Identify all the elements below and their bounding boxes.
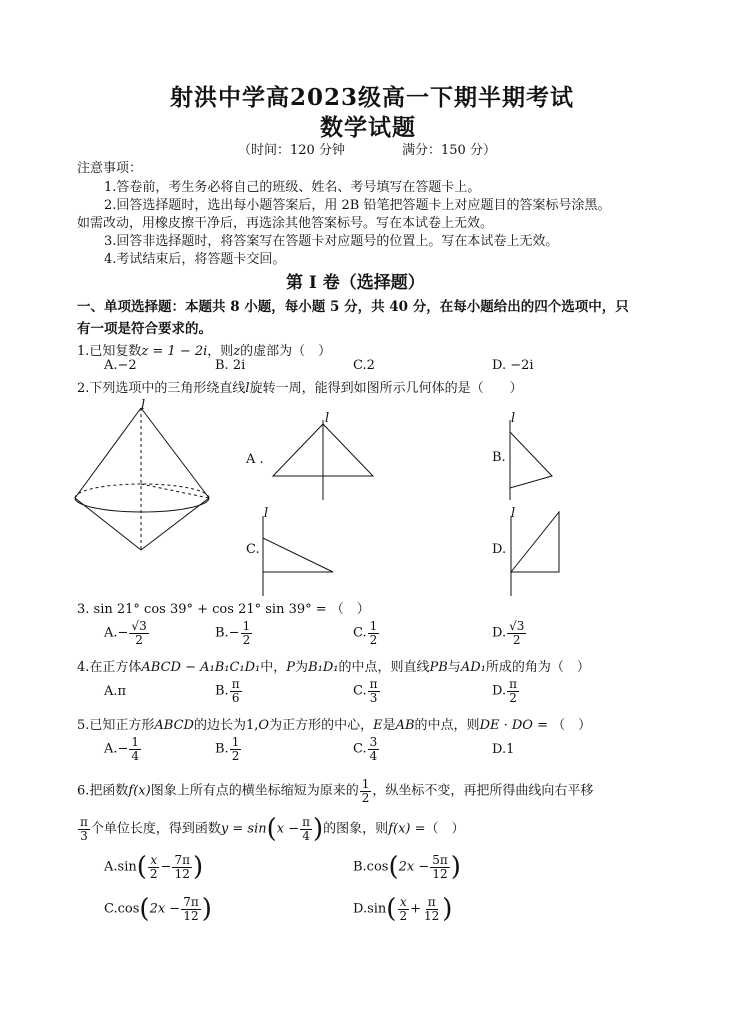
q4-seg: B₁D₁ bbox=[308, 660, 339, 675]
q6-c-x: 2x − bbox=[149, 901, 181, 917]
question-3-stem: 3. sin 21° cos 39° + cos 21° sin 39° = （ ） bbox=[77, 602, 370, 617]
question-6-stem-line2: $\frac{\pi}{3}$ 个单位长度，得到函数y = sin(x − $\frac{\pi}{4}$ )的图象，则f(x) =（ ） bbox=[80, 814, 465, 844]
q6-a-num: 7π bbox=[174, 852, 190, 867]
q1-option-d: D. −2i bbox=[492, 358, 534, 373]
q6-d-num: π bbox=[427, 894, 436, 909]
q5-text-3: 是 bbox=[382, 718, 396, 733]
q5-e: E bbox=[373, 718, 383, 733]
q6-half-den: 2 bbox=[361, 790, 370, 805]
cone-line-label: l bbox=[141, 398, 146, 413]
q6-d-den: 12 bbox=[424, 908, 440, 923]
exam-time: （时间：120 分钟 bbox=[238, 143, 345, 158]
q6-half-num: 1 bbox=[361, 777, 370, 791]
q4-b-prefix: B. bbox=[215, 683, 229, 699]
q6-shift-den: 3 bbox=[80, 828, 88, 843]
q2-d-line-label: l bbox=[511, 506, 516, 521]
notice-item-3: 3.回答非选择题时，将答案写在答题卡对应题号的位置上。写在本试卷上无效。 bbox=[104, 234, 559, 249]
exam-subject: 数学试题 bbox=[320, 114, 416, 141]
q5-text-2: 为正方形的中心， bbox=[269, 718, 374, 733]
q1-option-c: C.2 bbox=[353, 358, 375, 373]
q3-option-d bbox=[492, 620, 527, 646]
q4-c-den: 3 bbox=[369, 690, 378, 705]
q5-dot: DE · DO bbox=[479, 718, 533, 733]
question-4-stem bbox=[77, 656, 590, 675]
q6-text-post: ，纵坐标不变，再把所得曲线向右平移 bbox=[372, 783, 594, 799]
q2-a-line-label: l bbox=[325, 411, 330, 426]
q6-a-op: − bbox=[160, 859, 172, 875]
q5-c-num: 3 bbox=[369, 735, 378, 749]
q5-len: 1, bbox=[245, 718, 259, 733]
q3-c-prefix: C. bbox=[353, 625, 367, 641]
q6-x-term: x − bbox=[276, 821, 300, 837]
q4-text: 4.在正方体 bbox=[77, 660, 142, 675]
part-instructions-cont: 有一项是符合要求的。 bbox=[77, 321, 212, 337]
question-1-stem bbox=[77, 340, 331, 359]
q6-b-den: 12 bbox=[432, 866, 448, 881]
q5-c-prefix: C. bbox=[353, 741, 367, 757]
notice-item-2-cont: 如需改动，用橡皮擦干净后，再选涂其他答案标号。写在本试卷上无效。 bbox=[77, 216, 494, 231]
question-5-stem bbox=[77, 714, 591, 733]
q3-b-prefix: B.− bbox=[215, 625, 240, 641]
q6-c-den: 12 bbox=[183, 908, 199, 923]
q3-d-num: √3 bbox=[509, 619, 525, 633]
q6-pi-den: 4 bbox=[302, 828, 310, 843]
q4-b-num: π bbox=[231, 677, 240, 691]
q2-option-a-triangle bbox=[268, 412, 378, 502]
q5-text-1: 的边长为 bbox=[193, 718, 246, 733]
q6-c-prefix: C.cos bbox=[104, 901, 140, 917]
q5-option-c bbox=[353, 736, 380, 762]
q6-option-a: A.sin( $\frac{x}{2}$ − $\frac{7\pi}{12}$ ) bbox=[104, 852, 204, 882]
q1-text-mid: ，则 bbox=[207, 344, 234, 359]
q2-option-d-label: D. bbox=[492, 542, 507, 557]
q6-line2-post: 的图象，则 bbox=[323, 821, 389, 837]
q6-c-num: 7π bbox=[183, 894, 199, 909]
q6-d-x: x bbox=[399, 894, 407, 909]
q2-text: 2.下列选项中的三角形绕直线 bbox=[77, 381, 246, 396]
q4-c-prefix: C. bbox=[353, 683, 367, 699]
q4-cube: ABCD − A₁B₁C₁D₁ bbox=[141, 660, 261, 675]
q4-pb: PB bbox=[429, 660, 448, 675]
exam-title: 射洪中学高2023级高一下期半期考试 bbox=[170, 84, 575, 111]
exam-score: 满分：150 分） bbox=[402, 143, 496, 158]
q2-option-b-label: B. bbox=[492, 450, 506, 465]
q4-text-2: 为 bbox=[295, 660, 309, 675]
q3-c-den: 2 bbox=[369, 632, 378, 647]
q3-c-num: 1 bbox=[369, 619, 378, 633]
q2-option-c-triangle bbox=[255, 508, 345, 598]
q5-option-a bbox=[104, 736, 142, 762]
q5-text-4: 的中点，则 bbox=[414, 718, 480, 733]
q3-b-num: 1 bbox=[242, 619, 251, 633]
q5-a-den: 4 bbox=[131, 748, 140, 763]
q1-expr: z = 1 − 2i bbox=[141, 344, 208, 359]
q6-b-prefix: B.cos bbox=[353, 859, 389, 875]
q6-b-x: 2x − bbox=[398, 859, 430, 875]
q6-d-op: + bbox=[410, 901, 421, 917]
notice-item-2: 2.回答选择题时，选出每小题答案后，用 2B 铅笔把答题卡上对应题目的答案标号涂黑。 bbox=[104, 198, 611, 213]
q5-o: O bbox=[258, 718, 270, 733]
q5-option-b bbox=[215, 736, 242, 762]
q4-c-num: π bbox=[369, 677, 378, 691]
q6-pi-num: π bbox=[302, 814, 311, 829]
q3-d-den: 2 bbox=[512, 632, 521, 647]
q6-line2-end: （ ） bbox=[425, 821, 465, 837]
q5-b-num: 1 bbox=[231, 735, 240, 749]
q3-option-b bbox=[215, 620, 253, 646]
q3-a-num: √3 bbox=[131, 619, 147, 633]
notice-item-4: 4.考试结束后，将答题卡交回。 bbox=[104, 252, 286, 267]
q1-option-a: A.−2 bbox=[104, 358, 137, 373]
q6-line2-text: 个单位长度，得到函数 bbox=[90, 821, 221, 837]
q3-option-c bbox=[353, 620, 380, 646]
q6-a-x: x bbox=[150, 852, 158, 867]
q2-option-a-label: A . bbox=[246, 452, 264, 467]
q4-option-c bbox=[353, 678, 381, 704]
q5-text-post: = （ ） bbox=[532, 718, 592, 733]
q3-d-prefix: D. bbox=[492, 625, 507, 641]
q4-b-den: 6 bbox=[231, 690, 240, 705]
section-title: 第 I 卷（选择题） bbox=[286, 273, 425, 293]
q2-option-d-triangle bbox=[503, 508, 573, 598]
q6-option-d: D.sin( $\frac{x}{2}$ + $\frac{\pi}{12}$ ) bbox=[353, 894, 453, 924]
q2-b-line-label: l bbox=[511, 411, 516, 426]
question-2-stem bbox=[77, 377, 523, 396]
q3-a-prefix: A.− bbox=[104, 625, 129, 641]
q5-square: ABCD bbox=[154, 718, 194, 733]
q6-option-c: C.cos(2x − $\frac{7\pi}{12}$ ) bbox=[104, 894, 212, 924]
notice-item-1: 1.答卷前，考生务必将自己的班级、姓名、考号填写在答题卡上。 bbox=[104, 180, 481, 195]
q6-shift-num: π bbox=[80, 814, 88, 829]
question-6-stem bbox=[77, 778, 593, 804]
q3-a-den: 2 bbox=[135, 632, 143, 647]
q4-text-4: 与 bbox=[447, 660, 461, 675]
q4-p: P bbox=[286, 660, 296, 675]
q2-var: l bbox=[245, 381, 250, 396]
q4-option-b bbox=[215, 678, 243, 704]
q6-fx: f(x) bbox=[128, 783, 151, 799]
q4-d-prefix: D. bbox=[492, 683, 507, 699]
q5-ab: AB bbox=[395, 718, 415, 733]
q6-a-2: 2 bbox=[149, 866, 158, 881]
notice-heading: 注意事项： bbox=[77, 161, 143, 176]
q6-text: 6.把函数 bbox=[77, 783, 129, 799]
q1-var: z bbox=[233, 344, 241, 359]
q5-a-prefix: A.− bbox=[104, 741, 129, 757]
q4-option-d bbox=[492, 678, 520, 704]
q5-option-d: D.1 bbox=[492, 742, 515, 757]
q4-d-num: π bbox=[509, 677, 517, 691]
q5-text: 5.已知正方形 bbox=[77, 718, 155, 733]
q4-text-3: 的中点，则直线 bbox=[338, 660, 430, 675]
q3-b-den: 2 bbox=[242, 632, 251, 647]
q2-option-c-label: C. bbox=[246, 542, 260, 557]
q4-ad: AD₁ bbox=[460, 660, 486, 675]
part-instructions: 一、单项选择题：本题共 8 小题，每小题 5 分，共 40 分，在每小题给出的四个选项中，只 bbox=[77, 299, 629, 315]
q6-a-den: 12 bbox=[174, 866, 190, 881]
q5-a-num: 1 bbox=[131, 735, 140, 749]
q6-d-2: 2 bbox=[399, 908, 408, 923]
q5-c-den: 4 bbox=[369, 748, 378, 763]
q4-text-1: 中， bbox=[260, 660, 287, 675]
q2-c-line-label: l bbox=[264, 506, 269, 521]
q6-text-mid: 图象上所有点的横坐标缩短为原来的 bbox=[150, 783, 359, 799]
q4-option-a: A.π bbox=[104, 684, 127, 699]
q6-a-prefix: A.sin bbox=[104, 859, 137, 875]
q1-text-post: 的虚部为（ ） bbox=[240, 344, 332, 359]
q4-d-den: 2 bbox=[509, 690, 517, 705]
q6-fx-eq: f(x) = bbox=[388, 821, 426, 837]
q1-text: 1.已知复数 bbox=[77, 344, 142, 359]
q6-y-expr: y = sin bbox=[220, 821, 267, 837]
double-cone-figure bbox=[70, 398, 210, 558]
q4-text-post: 所成的角为（ ） bbox=[485, 660, 590, 675]
q6-option-b: B.cos(2x − $\frac{5\pi}{12}$ ) bbox=[353, 852, 461, 882]
q5-b-prefix: B. bbox=[215, 741, 229, 757]
q5-b-den: 2 bbox=[231, 748, 240, 763]
q6-d-prefix: D.sin bbox=[353, 901, 387, 917]
q2-text-post: 旋转一周，能得到如图所示几何体的是（ ） bbox=[249, 381, 523, 396]
q1-option-b: B. 2i bbox=[215, 358, 246, 373]
q3-option-a bbox=[104, 620, 150, 646]
q6-b-num: 5π bbox=[432, 852, 448, 867]
